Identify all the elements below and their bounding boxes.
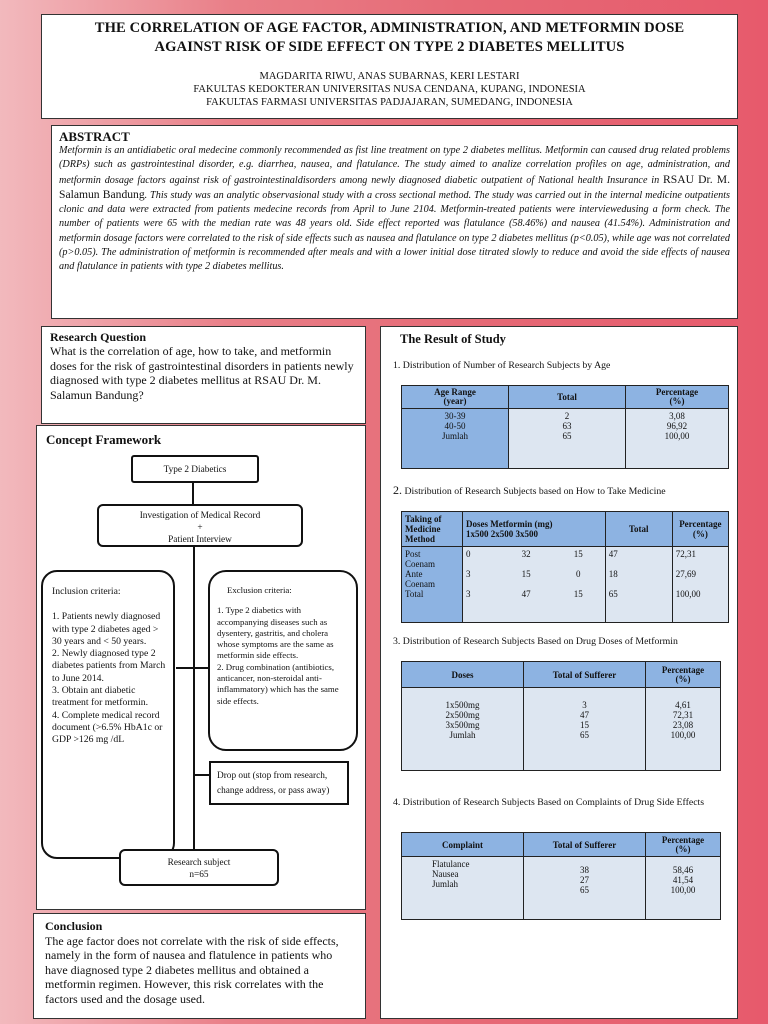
col-header: Complaint — [402, 833, 524, 857]
table-cell: 3,08 96,92 100,00 — [626, 409, 729, 469]
col-header: Taking of Medicine Method — [402, 512, 463, 547]
administration-table — [401, 511, 729, 623]
research-subject-box — [119, 849, 279, 886]
table-cell: 15 0 15 — [552, 547, 605, 623]
exclusion-criteria-box — [208, 570, 358, 751]
caption-number: 2. — [393, 483, 402, 497]
table-2-caption — [393, 484, 666, 498]
table-cell: 32 15 47 — [500, 547, 552, 623]
inclusion-title: Inclusion criteria: — [52, 586, 121, 597]
table-cell: 38 27 65 — [524, 857, 646, 920]
type2-diabetics-box — [131, 455, 259, 483]
investigation-label-2: Patient Interview — [168, 535, 232, 545]
table-row — [402, 547, 729, 623]
table-header-row — [402, 662, 721, 688]
table-cell: 30-39 40-50 Jumlah — [402, 409, 509, 469]
title-line-2: AGAINST RISK OF SIDE EFFECT ON TYPE 2 DIABETES MELLITUS — [154, 39, 625, 55]
col-header: Total — [509, 386, 626, 409]
results-heading: The Result of Study — [400, 332, 506, 346]
col-header: Doses — [402, 662, 524, 688]
table-header-row — [402, 833, 721, 857]
conclusion-heading: Conclusion — [45, 919, 103, 933]
research-subject-label: Research subject — [167, 858, 231, 868]
table-cell: Post Coenam Ante Coenam Total — [402, 547, 463, 623]
col-header: Doses Metformin (mg) 1x500 2x500 3x500 — [463, 512, 606, 547]
doses-table — [401, 661, 721, 771]
exclusion-title: Exclusion criteria: — [227, 585, 292, 595]
abstract-heading: ABSTRACT — [59, 129, 130, 144]
table-cell: 0 3 3 — [463, 547, 501, 623]
abstract-panel — [51, 125, 738, 319]
inclusion-criteria-box — [41, 570, 175, 859]
table-cell: 47 18 65 — [605, 547, 672, 623]
dropout-connector — [195, 774, 209, 776]
table-3-caption: 3. Distribution of Research Subjects Based on Drug Doses of Metformin — [393, 636, 678, 647]
authors: MAGDARITA RIWU, ANAS SUBARNAS, KERI LESTARI — [259, 71, 520, 82]
table-cell: 58,46 41,54 100,00 — [646, 857, 721, 920]
investigation-label-1: Investigation of Medical Record — [139, 511, 261, 521]
table-cell: Flatulance Nausea Jumlah — [402, 857, 524, 920]
type2-diabetics-label: Type 2 Diabetics — [163, 465, 227, 475]
age-distribution-table — [401, 385, 729, 469]
table-row — [402, 688, 721, 771]
col-header: Percentage (%) — [646, 833, 721, 857]
inclusion-items: 1. Patients newly diagnosed with type 2 diabetes aged > 30 years and < 50 years. 2. Newly diagnosed type 2 diabetes patients from March to June 2014. 3. Obtain ant diabetic treatment for metformin. 4. Complete medical record document (>6.5% HbA1c or GDP >126 mg /dL — [52, 611, 166, 746]
col-header: Total of Sufferer — [524, 833, 646, 857]
results-panel — [380, 326, 738, 1019]
title-panel — [41, 14, 738, 119]
conclusion-panel — [33, 913, 366, 1019]
title-line-1: THE CORRELATION OF AGE FACTOR, ADMINISTRATION, AND METFORMIN DOSE — [94, 20, 685, 36]
caption-text: Distribution of Research Subjects based on How to Take Medicine — [404, 486, 666, 497]
col-header: Percentage (%) — [672, 512, 728, 547]
dropout-box — [209, 761, 349, 805]
affiliation-1: FAKULTAS KEDOKTERAN UNIVERSITAS NUSA CENDANA, KUPANG, INDONESIA — [193, 84, 586, 95]
investigation-box — [97, 504, 303, 547]
col-header: Age Range (year) — [402, 386, 509, 409]
concept-framework-panel — [36, 425, 366, 910]
research-question-panel — [41, 326, 366, 424]
research-question-heading: Research Question — [50, 330, 147, 344]
research-question-text: What is the correlation of age, how to take, and metformin doses for the risk of gastrointestinal disorders in patients newly diagnosed with type 2 diabetes mellitus at RSAU Dr. M. Salamun Bandung? — [50, 344, 354, 402]
dropout-label: Drop out (stop from research, change address, or pass away) — [217, 771, 330, 796]
abstract-text — [59, 144, 730, 275]
main-vertical-connector — [193, 546, 195, 851]
col-header: Total of Sufferer — [524, 662, 646, 688]
table-cell: 3 47 15 65 — [524, 688, 646, 771]
research-subject-n: n=65 — [189, 870, 209, 880]
col-header: Percentage (%) — [626, 386, 729, 409]
table-4-caption: 4. Distribution of Research Subjects Based on Complaints of Drug Side Effects — [393, 797, 705, 808]
connector-1 — [192, 482, 194, 504]
table-1-caption: 1. Distribution of Number of Research Subjects by Age — [393, 360, 611, 371]
abstract-part-2: . This study was an analytic observasional study with a cross sectional method. The study was carried out in the internal medicine outpatients clonic and data were extracted from patients medecine records from April to June 2104. Metformin-treated patients were interviewedusing a form check. The number of patients were 65 with the median rate was 48 years old. Side effect reported was flatulance (58.46%) and nausea (41.54%). Administration and metformin dosage factors were correlated to the risk of side effects such as nausea and flatulance on type 2 diabetes mellitus (p<0.05), while age was not correlated (p>0.05). The administration of metformin is recommended after meals and with a lower initial dose titrated slowly to reduce and avoid the side effects of nausea and flatulance in patients with type 2 diabetes mellitus. — [59, 189, 730, 273]
table-header-row — [402, 386, 729, 409]
col-header: Percentage (%) — [646, 662, 721, 688]
col-header: Total — [605, 512, 672, 547]
exclusion-items: 1. Type 2 diabetics with accompanying diseases such as dysentery, gastritis, and cholera whose symptoms are the same as metformin side effects. 2. Drug combination (antibiotics, anticancer, non-steroidal anti-inflammatory) which has the same side effects. — [217, 605, 339, 706]
table-row — [402, 857, 721, 920]
abstract-hospital: RSAU Dr. M. Salamun Bandung — [59, 172, 730, 201]
poster-title — [42, 19, 737, 57]
conclusion-text: The age factor does not correlate with the risk of side effects, namely in the form of nausea and flatulence in patients who have diagnosed type 2 diabetes mellitus and obtained a metformin regimen. However, this risk correlates with the factors used and the dosage used. — [45, 934, 339, 1006]
investigation-plus: + — [197, 523, 203, 533]
table-cell: 72,31 27,69 100,00 — [672, 547, 728, 623]
table-header-row — [402, 512, 729, 547]
concept-framework-heading: Concept Framework — [46, 432, 162, 447]
inclusion-connector — [176, 667, 210, 669]
affiliation-2: FAKULTAS FARMASI UNIVERSITAS PADJAJARAN, SUMEDANG, INDONESIA — [206, 97, 573, 108]
table-cell: 4,61 72,31 23,08 100,00 — [646, 688, 721, 771]
table-cell: 2 63 65 — [509, 409, 626, 469]
table-row — [402, 409, 729, 469]
table-cell: 1x500mg 2x500mg 3x500mg Jumlah — [402, 688, 524, 771]
author-block — [42, 70, 737, 109]
complaints-table — [401, 832, 721, 920]
abstract-part-1: Metformin is an antidiabetic oral medecine commonly recommended as fist line treatment on type 2 diabetes mellitus. Metformin can caused drug related problems (DRPs) such as gastrointestinal disorder, e.g. diarrhea, nausea, and flatulance. The study aimed to analize correlation profiles on age, administration, and metformin dosage factors against risk of gastrointestinaldisorders among newly diagnosed diabetic outpatient of National health Insurance in — [59, 145, 730, 186]
